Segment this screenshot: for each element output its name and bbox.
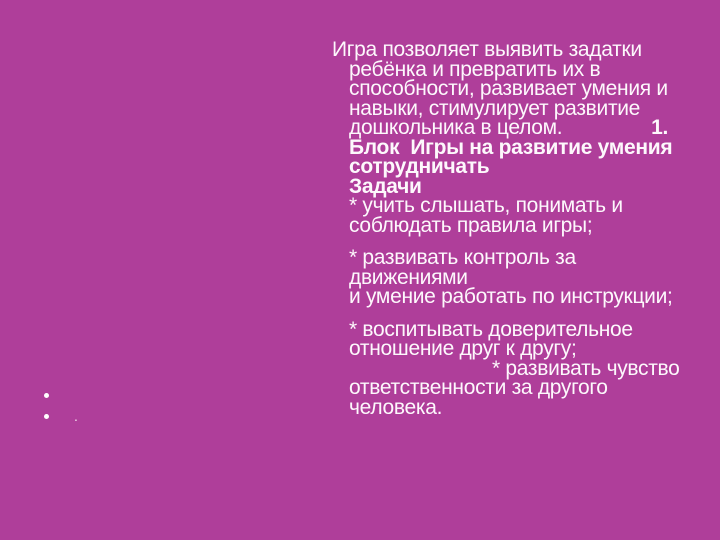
task-line: * развивать контроль за движениями (349, 246, 576, 289)
task-line: * воспитывать доверительное (349, 317, 633, 341)
task-line: * развивать чувство (492, 356, 680, 380)
task-line: и умение работать по инструкции; (349, 285, 673, 308)
task-line: ответственности за другого человека. (349, 376, 608, 419)
task-line: * учить слышать, понимать и (349, 194, 623, 217)
bullet-icon (44, 414, 49, 419)
task-line: отношение друг к другу; (349, 337, 577, 360)
block-title-line: сотрудничать (349, 155, 490, 178)
text-line: ребёнка и превратить их в (349, 57, 601, 81)
bullet-icon (44, 393, 49, 398)
text-line: Игра позволяет выявить задатки (332, 38, 642, 61)
tasks-heading: Задачи (349, 174, 422, 198)
text-line-left: дошкольника в целом. (349, 116, 563, 139)
list-item (44, 406, 78, 427)
bullet-list (44, 385, 78, 427)
list-item (44, 385, 78, 406)
text-line (349, 118, 695, 138)
block-number: 1. (651, 116, 668, 139)
text-line: навыки, стимулирует развитие (349, 96, 641, 120)
task-line: соблюдать правила игры; (349, 213, 593, 237)
slide-text-block (332, 38, 695, 419)
block-title-line: Блок Игры на развитие умения (349, 135, 673, 159)
list-item-text: . (74, 408, 78, 424)
text-line: способности, развивает умения и (349, 77, 668, 100)
